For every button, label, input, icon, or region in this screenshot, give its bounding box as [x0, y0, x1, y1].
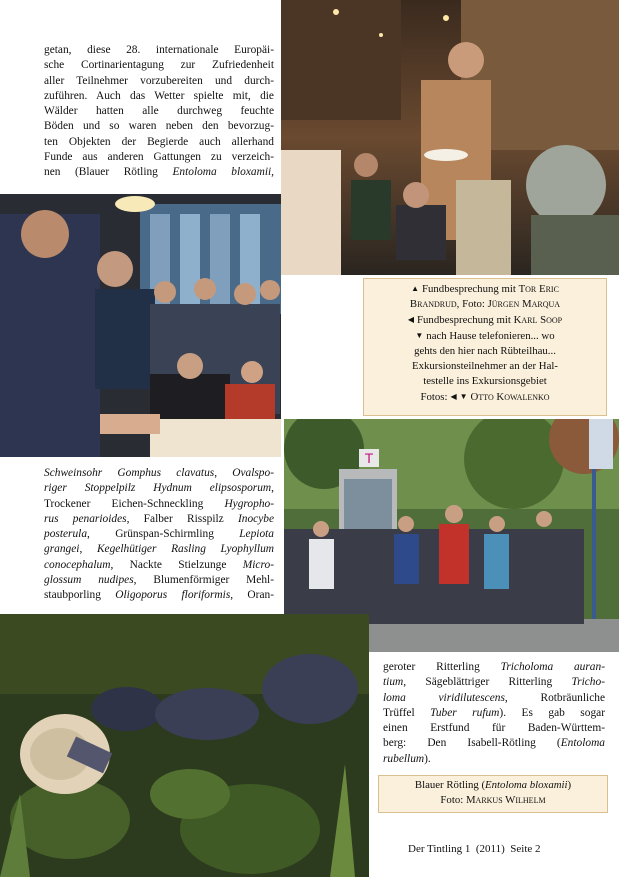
text-block-bottom — [383, 660, 605, 767]
text-span: Trüffel — [383, 706, 431, 719]
text-line — [44, 481, 274, 496]
text-line — [44, 58, 274, 73]
text-span-italic: Tuber rufum — [430, 706, 500, 719]
text-span-italic: Hygropho- — [224, 497, 274, 510]
text-line — [44, 119, 274, 134]
text-line — [44, 497, 274, 512]
text-span: aller Teilnehmer vorzubereiten und durch- — [44, 74, 274, 87]
text-span-italic: Tricholoma auran- — [500, 661, 605, 673]
text-span: , Oran- — [230, 589, 274, 602]
arrow-down-icon: ▼ — [415, 331, 424, 340]
text-line — [383, 675, 605, 690]
text-span-italic: posterula — [44, 528, 88, 541]
text-line — [383, 660, 605, 675]
text-span-italic: tium — [383, 676, 404, 689]
caption-line6: Exkursionsteilnehmer an der Hal- — [411, 360, 558, 372]
text-span-italic: Lepiota — [239, 528, 274, 541]
photo-blauer-roetling — [0, 614, 369, 877]
text-span-italic: Entoloma bloxamii, — [172, 166, 274, 179]
caption-line1-prefix: Fundbesprechung mit — [422, 283, 519, 295]
mushroom-caption-prefix: Blauer Rötling ( — [414, 779, 486, 791]
photo-fundbesprechung-brandrud — [281, 0, 619, 275]
text-line — [44, 573, 274, 588]
text-span-italic: Tricho- — [571, 676, 605, 689]
telekom-sign-letter: T — [364, 450, 374, 466]
text-span: , — [271, 482, 274, 495]
text-span-italic: glossum nudipes — [44, 574, 134, 587]
text-span-italic: conocephalum — [44, 558, 111, 571]
caption-line2-name: Brandrud — [409, 298, 457, 310]
text-line — [44, 43, 274, 58]
caption-line4: nach Hause telefonieren... wo — [426, 330, 555, 342]
text-line — [44, 512, 274, 527]
caption-line5: gehts den hier nach Rübteilhau... — [414, 345, 556, 357]
text-span: , Rotbräunliche — [504, 691, 605, 704]
text-span: staubporling — [44, 589, 116, 602]
caption-line2-mid: , Foto: — [456, 298, 488, 310]
text-span: , — [214, 467, 233, 479]
text-span: ). Es gab sogar — [499, 706, 605, 719]
text-span: ten Objekten der Begierde auch allerhand — [44, 135, 274, 148]
text-span-italic: Micro- — [242, 558, 274, 571]
text-line — [44, 588, 274, 603]
text-span-italic: Oligoporus floriformis — [115, 589, 231, 602]
text-line — [44, 135, 274, 150]
text-span-italic: Entoloma — [560, 737, 605, 750]
arrow-up-icon: ▲ — [411, 284, 419, 293]
text-line — [44, 89, 274, 104]
mushroom-caption-photographer: Markus Wilhelm — [465, 794, 546, 806]
text-span: , Falber Risspilz — [126, 512, 238, 525]
text-line — [383, 752, 605, 767]
text-span-italic: grangei — [44, 543, 80, 556]
caption-line3-name: Karl Soop — [513, 314, 563, 326]
mushroom-caption-foto: Foto: — [440, 794, 466, 806]
caption-line1-name: Tor Eric — [518, 283, 559, 295]
photo-fundbesprechung-soop — [0, 194, 281, 457]
text-span-italic: Ovalspo- — [232, 467, 274, 479]
text-line — [44, 104, 274, 119]
text-line — [44, 527, 274, 542]
text-span: ). — [424, 752, 431, 765]
text-span-italic: rus penarioides — [44, 512, 127, 525]
arrow-down-icon: ▼ — [459, 392, 468, 401]
text-span: Böden und so waren neben den bevorzug- — [44, 120, 274, 133]
text-line — [44, 466, 274, 481]
text-span: getan, diese 28. internationale Europäi- — [44, 44, 274, 56]
text-span: nen (Blauer Rötling — [44, 166, 173, 179]
text-span-italic: Schweinsohr Gomphus clavatus — [44, 467, 215, 479]
text-span-italic: Inocybe — [237, 512, 274, 525]
text-span: berg: Den Isabell-Rötling ( — [383, 737, 561, 750]
text-line — [383, 721, 605, 736]
mushroom-caption-suffix: ) — [567, 779, 572, 791]
text-span: Funde aus anderen Gattungen zu verzeich- — [44, 151, 274, 164]
caption-box-mushroom — [378, 775, 608, 813]
caption-line7: testelle ins Exkursionsgebiet — [423, 375, 547, 387]
caption-line8-prefix: Fotos: — [420, 391, 448, 403]
text-block-middle — [44, 466, 274, 604]
caption-line2-photographer: Jürgen Marqua — [487, 298, 561, 310]
text-span: , Sägeblättriger Ritterling — [403, 676, 572, 689]
text-span: einen Erstfund für Baden-Württem- — [383, 722, 605, 735]
text-span-italic: loma viridilutescens — [383, 691, 505, 704]
text-span: , Nackte Stielzunge — [110, 558, 243, 571]
arrow-left-icon: ◀ — [407, 315, 415, 324]
caption-box-photos — [363, 278, 607, 416]
arrow-left-icon: ◀ — [450, 392, 457, 401]
text-span: Wälder hatten alle durchweg feuchte — [44, 105, 274, 118]
caption-line3-prefix: Fundbesprechung mit — [417, 314, 514, 326]
text-line — [44, 150, 274, 165]
mushroom-caption-latin: Entoloma bloxamii — [485, 779, 568, 791]
text-span: Trockener Eichen-Schneckling — [44, 497, 225, 510]
text-span-italic: rubellum — [383, 752, 425, 765]
text-span: zuführen. Auch das Wetter spielte mit, die — [44, 89, 274, 102]
text-block-top — [44, 43, 274, 181]
text-line — [383, 691, 605, 706]
text-line — [383, 706, 605, 721]
caption-line8-name: Otto Kowalenko — [470, 391, 550, 403]
text-span: geroter Ritterling — [383, 661, 501, 673]
text-line — [44, 542, 274, 557]
text-line — [44, 165, 274, 180]
page-footer: Der Tintling 1 (2011) Seite 2 — [408, 843, 541, 855]
text-span: , Grünspan-Schirmling — [87, 528, 240, 541]
text-line — [44, 558, 274, 573]
text-span-italic: riger Stoppelpilz Hydnum elipsosporum — [44, 482, 272, 495]
text-line — [383, 736, 605, 751]
text-span-italic: Kegelhütiger Rasling Lyophyllum — [96, 543, 274, 556]
text-span: , — [79, 543, 97, 556]
text-span: , Blumenförmiger Mehl- — [133, 574, 274, 587]
text-span: sche Cortinarientagung zur Zufriedenheit — [44, 59, 274, 72]
text-line — [44, 74, 274, 89]
